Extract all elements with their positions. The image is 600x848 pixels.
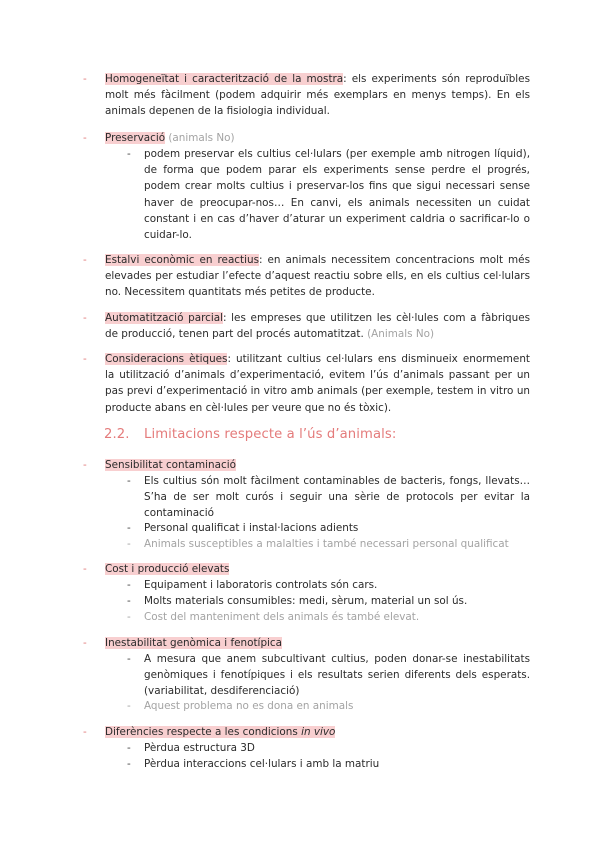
item-title: Estalvi econòmic en reactius — [105, 254, 259, 266]
sub-item — [127, 740, 530, 756]
sub-item — [127, 651, 530, 700]
list-item-preservacio — [83, 130, 530, 146]
bullet-dash: - — [83, 459, 87, 471]
item-title: Preservació — [105, 132, 166, 144]
bullet-dash: - — [83, 726, 87, 738]
bullet-dash: - — [83, 132, 87, 144]
section-heading — [104, 427, 396, 442]
sub-item — [127, 520, 530, 536]
sub-item-text: Animals susceptibles a malalties i també necessari personal qualificat — [144, 538, 509, 550]
sub-bullet-dash: - — [127, 522, 131, 534]
item-title: Homogeneïtat i caracterització de la mostra — [105, 73, 344, 85]
sub-item-text: Cost del manteniment dels animals és també elevat. — [144, 611, 420, 623]
item-text: : les empreses que utilitzen les cèl·lules com a fàbriques de producció, tenen part del procés automatitzat. — [105, 312, 530, 341]
sub-item-text: Aquest problema no es dona en animals — [144, 700, 354, 712]
item-title-emphasis: in vivo — [301, 726, 336, 738]
sub-item-text: Els cultius són molt fàcilment contaminables de bacteris, fongs, llevats… S’ha de ser molt curós i seguir una sèrie de protocols per evitar la contaminació — [144, 475, 530, 520]
sub-item — [127, 577, 530, 593]
sub-item-muted — [127, 536, 530, 552]
item-note: (animals No) — [165, 132, 235, 144]
sub-bullet-dash: - — [127, 538, 131, 550]
item-text: : utilitzant cultius cel·lulars ens disminueix enormement la utilització d’animals d’experimentació, evitem l’ús d’animals passant per un pas previ d’experimentació in vitro amb animals (per exemple, testem in vitro un producte abans en cèl·lules per veure que no és tòxic). — [105, 353, 530, 414]
sub-bullet-dash: - — [127, 742, 131, 754]
list-item-diferencies — [83, 724, 530, 740]
sub-item-text: Equipament i laboratoris controlats són cars. — [144, 579, 378, 591]
list-item-automatitzacio — [83, 310, 530, 342]
sub-item — [127, 146, 530, 243]
bullet-dash: - — [83, 254, 87, 266]
list-item-estalvi — [83, 252, 530, 301]
list-item-consideracions — [83, 351, 530, 416]
sub-item — [127, 593, 530, 609]
list-item-inestabilitat — [83, 635, 530, 651]
bullet-dash: - — [83, 353, 87, 365]
sub-item-text: Molts materials consumibles: medi, sèrum, material un sol ús. — [144, 595, 468, 607]
bullet-dash: - — [83, 637, 87, 649]
item-title: Automatització parcial — [105, 312, 223, 324]
sub-bullet-dash: - — [127, 595, 131, 607]
item-title: Diferències respecte a les condicions — [105, 726, 302, 738]
sub-item-muted — [127, 609, 530, 625]
heading-title: Limitacions respecte a l’ús d’animals: — [144, 427, 397, 442]
bullet-dash: - — [83, 73, 87, 85]
list-item-sensibilitat — [83, 457, 530, 473]
sub-bullet-dash: - — [127, 579, 131, 591]
sub-bullet-dash: - — [127, 148, 131, 160]
item-text: : els experiments són reproduïbles molt més fàcilment (podem adquirir més exemplars en menys temps). En els animals depenen de la fisiologia individual. — [105, 73, 530, 118]
item-title: Cost i producció elevats — [105, 563, 230, 575]
sub-item-text: podem preservar els cultius cel·lulars (per exemple amb nitrogen líquid), de forma que podem parar els experiments sense perdre el progrés, podem crear molts cultius i preservar-los fins que sigui necessari sense haver de preocupar-nos… En canvi, els animals necessiten un cuidat constant i en cas d’haver d’aturar un experiment caldria o sacrificar-lo o cuidar-lo. — [144, 148, 530, 242]
item-title: Sensibilitat contaminació — [105, 459, 236, 471]
list-item-homogeneitat — [83, 71, 530, 120]
sub-bullet-dash: - — [127, 653, 131, 665]
heading-number: 2.2. — [104, 427, 130, 442]
item-text: : en animals necessitem concentracions molt més elevades per estudiar l’efecte d’aquest reactiu sobre ells, en els cultius cel·lulars no. Necessitem quantitats més petites de producte. — [105, 254, 530, 299]
list-item-cost — [83, 561, 530, 577]
sub-item-muted — [127, 698, 530, 714]
item-title: Inestabilitat genòmica i fenotípica — [105, 637, 283, 649]
item-note: (Animals No) — [363, 328, 435, 341]
item-title: Consideracions ètiques — [105, 353, 228, 365]
sub-item-text: A mesura que anem subcultivant cultius, poden donar-se inestabilitats genòmiques i fenotípiques i els resultats serien diferents dels esperats. (variabilitat, desdiferenciació) — [144, 653, 530, 698]
sub-item-text: Personal qualificat i instal·lacions adients — [144, 522, 359, 534]
sub-item — [127, 473, 530, 522]
sub-item-text: Pèrdua interaccions cel·lulars i amb la matriu — [144, 758, 380, 770]
bullet-dash: - — [83, 312, 87, 324]
sub-bullet-dash: - — [127, 758, 131, 770]
sub-bullet-dash: - — [127, 475, 131, 487]
bullet-dash: - — [83, 563, 87, 575]
sub-item — [127, 756, 530, 772]
sub-bullet-dash: - — [127, 700, 131, 712]
sub-item-text: Pèrdua estructura 3D — [144, 742, 255, 754]
sub-bullet-dash: - — [127, 611, 131, 623]
